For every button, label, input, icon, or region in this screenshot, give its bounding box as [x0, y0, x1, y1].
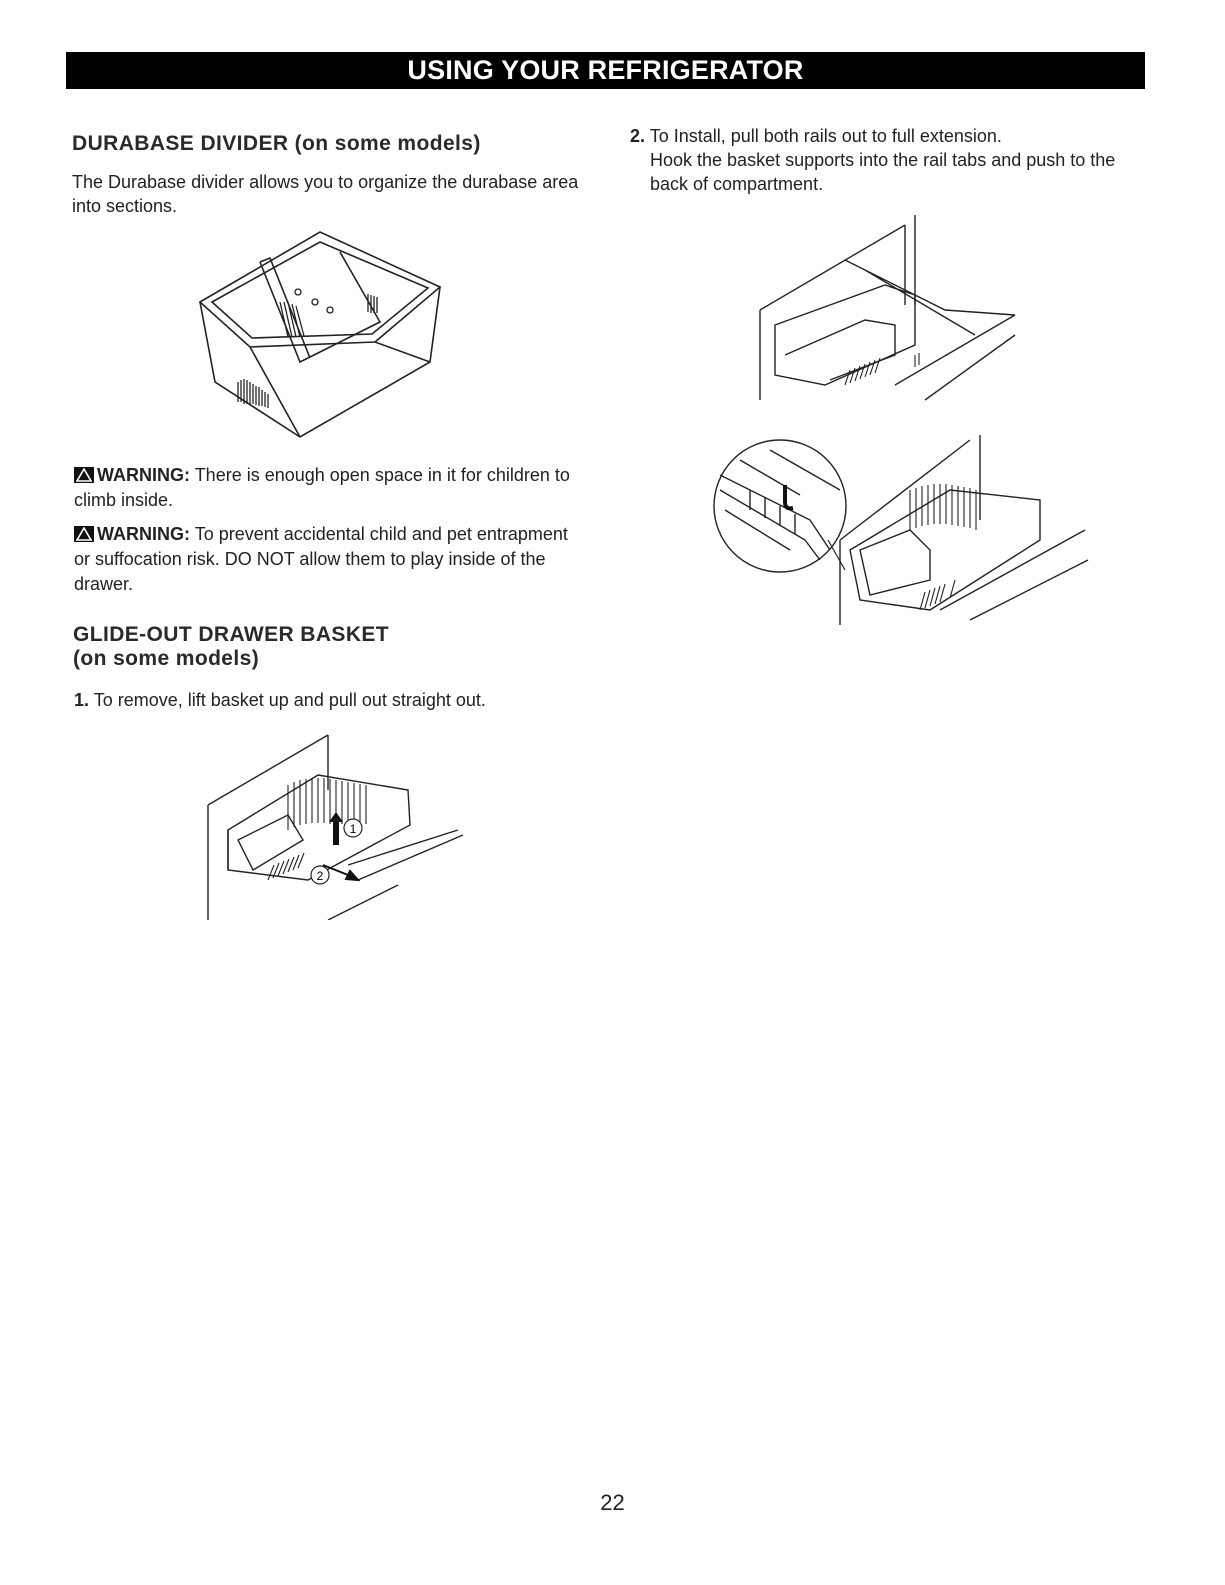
- basket-install-illustration: [710, 430, 1090, 630]
- warning-entrapment: [74, 522, 574, 597]
- page-header-banner: USING YOUR REFRIGERATOR: [66, 52, 1145, 89]
- durabase-divider-heading: DURABASE DIVIDER (on some models): [72, 132, 481, 155]
- basket-removal-illustration: [198, 730, 468, 920]
- step-text-line-1: To Install, pull both rails out to full extension.: [649, 126, 1002, 146]
- rail-extension-illustration: [745, 215, 1025, 405]
- glide-out-basket-heading: [73, 623, 389, 671]
- warning-triangle-icon: [74, 526, 94, 542]
- step-number: 1.: [74, 690, 90, 710]
- heading-line-2: (on some models): [73, 647, 260, 670]
- warning-text: To prevent accidental child and pet entrapment or suffocation risk. DO NOT allow them to play inside of the drawer.: [74, 524, 568, 594]
- callout-lift: 1: [349, 822, 357, 836]
- step-text-line-2: Hook the basket supports into the rail tabs and push to the back of compartment.: [650, 150, 1116, 194]
- heading-line-1: GLIDE-OUT DRAWER BASKET: [73, 623, 390, 646]
- step-text: To remove, lift basket up and pull out straight out.: [93, 690, 486, 710]
- step-number: 2.: [630, 126, 646, 146]
- step-1-remove: [74, 688, 594, 712]
- page-number: 22: [600, 1490, 625, 1515]
- warning-text: There is enough open space in it for children to climb inside.: [74, 465, 570, 510]
- warning-triangle-icon: [74, 467, 94, 483]
- durabase-divider-description: The Durabase divider allows you to organize the durabase area into sections.: [72, 172, 579, 216]
- step-2-install: [630, 124, 1140, 196]
- durabase-divider-illustration: [190, 222, 450, 442]
- warning-label: WARNING:: [97, 465, 190, 485]
- warning-climb-inside: [74, 463, 574, 513]
- warning-label: WARNING:: [97, 524, 190, 544]
- callout-pull: 2: [316, 869, 324, 883]
